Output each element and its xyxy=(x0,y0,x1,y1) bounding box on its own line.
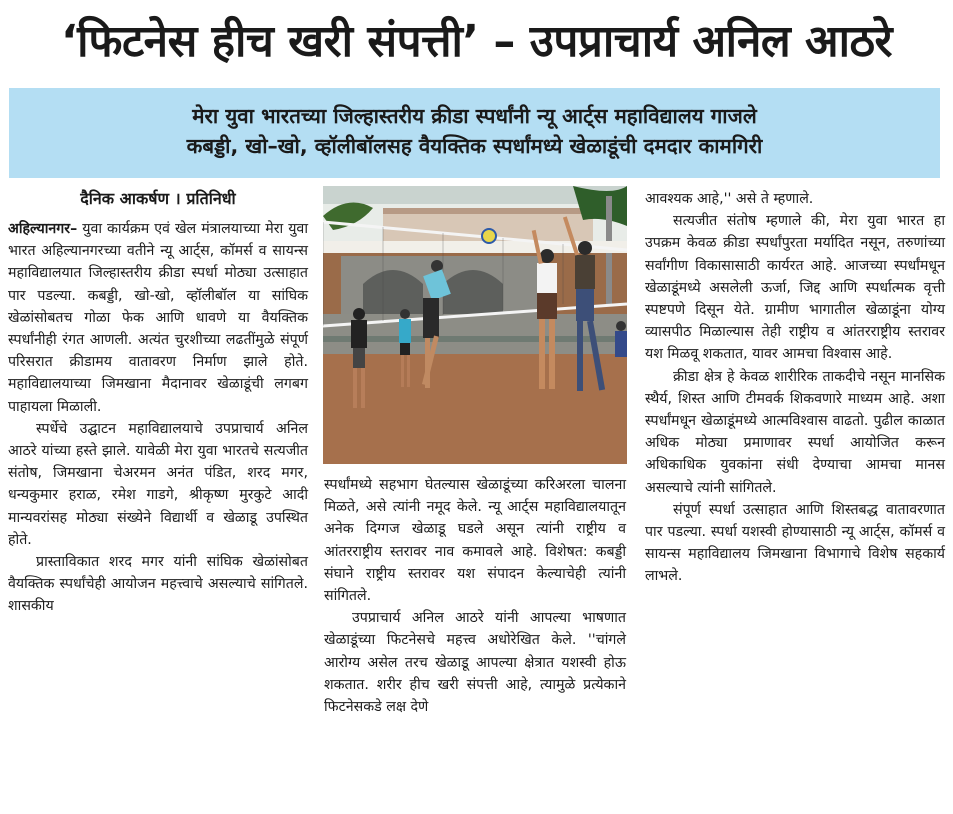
byline: दैनिक आकर्षण । प्रतिनिधी xyxy=(80,189,236,208)
article-column-1 xyxy=(8,218,308,618)
paragraph: स्पर्धेचे उद्घाटन महाविद्यालयाचे उपप्राचार्य अनिल आठरे यांच्या हस्ते झाले. यावेळी मेरा युवा भारतचे सत्यजीत संतोष, जिमखाना चेअरमन अनंत पंडित, शरद मगर, धन्यकुमार हराळ, रमेश गाडगे, श्रीकृष्ण मुरकुटे आदी मान्यवरांसह मोठ्या संख्येने विद्यार्थी व खेळाडू उपस्थित होते. xyxy=(8,420,308,548)
paragraph: आवश्यक आहे,'' असे ते म्हणाले. xyxy=(645,191,814,207)
paragraph-text: युवा कार्यक्रम एवं खेल मंत्रालयाच्या मेरा युवा भारत अहिल्यानगरच्या वतीने न्यू आर्ट्स, कॉमर्स व सायन्स महाविद्यालयात जिल्हास्तरीय क्रीडा स्पर्धा मोठ्या उत्साहात पार पडल्या. कबड्डी, खो-खो, व्हॉलीबॉल या सांघिक खेळांसोबतच गोळा फेक आणि धावणे या वैयक्तिक स्पर्धांनीही रंगत आणली. अत्यंत चुरशीच्या लढतींमुळे संपूर्ण परिसरात क्रीडामय वातावरण निर्माण झाले होते. महाविद्यालयाच्या जिमखाना मैदानावर खेळाडूंची लगबग पाहायला मिळाली. xyxy=(8,221,308,415)
subheadline-banner xyxy=(9,88,940,178)
paragraph: स्पर्धांमध्ये सहभाग घेतल्यास खेळाडूंच्या करिअरला चालना मिळते, असे त्यांनी नमूद केले. न्यू आर्ट्स महाविद्यालयातून अनेक दिग्गज खेळाडू घडले असून त्यांनी राष्ट्रीय व आंतरराष्ट्रीय स्तरावर नाव कमावले आहे. विशेषत: कबड्डी संघाने राष्ट्रीय स्तरावर यश संपादन केल्याचेही त्यांनी सांगितले. xyxy=(324,477,626,605)
paragraph: संपूर्ण स्पर्धा उत्साहात आणि शिस्तबद्ध वातावरणात पार पडल्या. स्पर्धा यशस्वी होण्यासाठी न्यू आर्ट्स, कॉमर्स व सायन्स महाविद्यालय जिमखाना विभागाचे विशेष सहकार्य लाभले. xyxy=(645,501,945,585)
paragraph xyxy=(8,218,308,418)
paragraph: सत्यजीत संतोष म्हणाले की, मेरा युवा भारत हा उपक्रम केवळ क्रीडा स्पर्धांपुरता मर्यादित नसून, तरुणांच्या सर्वांगीण विकासासाठी कार्यरत आहे. आजच्या स्पर्धांमधून खेळाडूंमध्ये असलेली ऊर्जा, जिद्द आणि स्पर्धात्मक वृत्ती स्पष्टपणे दिसून येते. ग्रामीण भागातील खेळाडूंना योग्य व्यासपीठ मिळाल्यास तेही राष्ट्रीय व आंतरराष्ट्रीय स्तरावर यश मिळवू शकतात, यावर आमचा विश्वास आहे. xyxy=(645,213,945,363)
paragraph: उपप्राचार्य अनिल आठरे यांनी आपल्या भाषणात खेळाडूंच्या फिटनेसचे महत्त्व अधोरेखित केले. ''चांगले आरोग्य असेल तरच खेळाडू आपल्या क्षेत्रात यशस्वी होऊ शकतात. शरीर हीच खरी संपत्ती आहे, त्यामुळे प्रत्येकाने फिटनेसकडे लक्ष देणे xyxy=(324,610,626,716)
volleyball-scene-illustration xyxy=(323,186,627,464)
volleyball-match-photo xyxy=(323,186,627,464)
headline: ‘फिटनेस हीच खरी संपत्ती’ – उपप्राचार्य अनिल आठरे xyxy=(60,16,893,67)
paragraph: क्रीडा क्षेत्र हे केवळ शारीरिक ताकदीचे नसून मानसिक स्थैर्य, शिस्त आणि टीमवर्क शिकवणारे माध्यम आहे. अशा स्पर्धांमधून खेळाडूंमध्ये आत्मविश्वास वाढतो. पुढील काळात अधिक मोठ्या प्रमाणावर स्पर्धा आयोजित करून अधिकाधिक युवकांना संधी देण्याचा आमचा मानस असल्याचे त्यांनी सांगितले. xyxy=(645,368,945,496)
article-column-2 xyxy=(324,474,626,718)
article-column-3 xyxy=(645,188,945,588)
subheadline-line-1: मेरा युवा भारतच्या जिल्हास्तरीय क्रीडा स्पर्धांनी न्यू आर्ट्स महाविद्यालय गाजले xyxy=(192,104,757,128)
paragraph: प्रास्ताविकात शरद मगर यांनी सांघिक खेळांसोबत वैयक्तिक स्पर्धांचेही आयोजन महत्त्वाचे असल्याचे सांगितले. शासकीय xyxy=(8,554,308,615)
dateline: अहिल्यानगर– xyxy=(8,221,78,237)
subheadline-line-2: कबड्डी, खो–खो, व्हॉलीबॉलसह वैयक्तिक स्पर्धांमध्ये खेळाडूंची दमदार कामगिरी xyxy=(186,134,763,158)
